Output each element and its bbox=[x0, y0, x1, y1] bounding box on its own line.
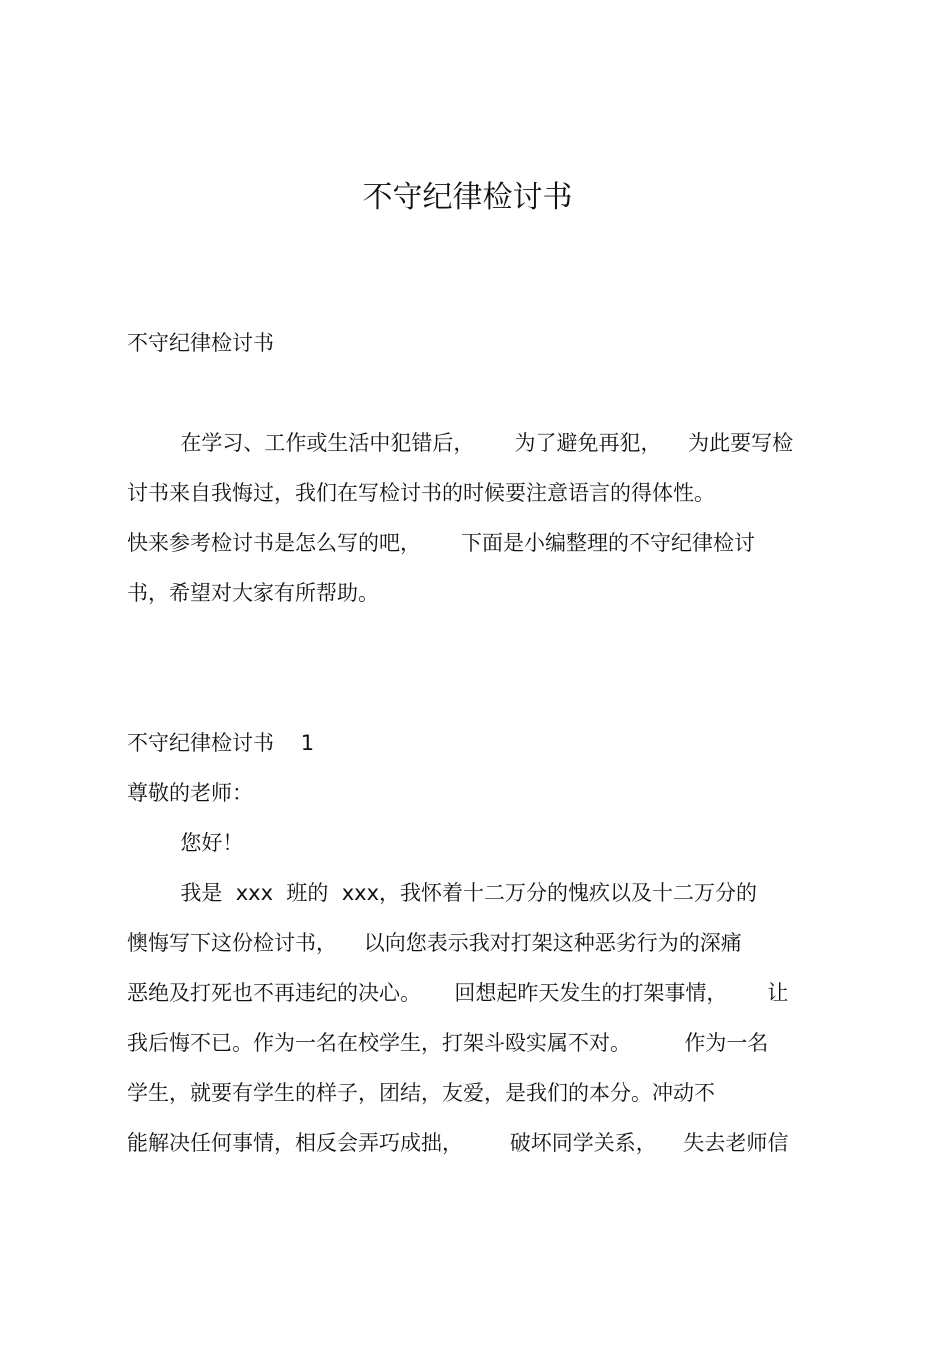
body-line: 我是 xxx 班的 xxx，我怀着十二万分的愧疚以及十二万分的 bbox=[127, 881, 758, 905]
document-subtitle: 不守纪律检讨书 bbox=[127, 331, 274, 355]
intro-line: 在学习、工作或生活中犯错后， 为了避免再犯， 为此要写检 bbox=[127, 431, 794, 455]
document-title: 不守纪律检讨书 bbox=[362, 180, 573, 215]
intro-line: 讨书来自我悔过，我们在写检讨书的时候要注意语言的得体性。 bbox=[127, 481, 715, 505]
greeting: 您好！ bbox=[127, 831, 244, 855]
section-heading: 不守纪律检讨书 1 bbox=[127, 731, 315, 755]
body-line: 能解决任何事情，相反会弄巧成拙， 破坏同学关系， 失去老师信 bbox=[127, 1131, 789, 1155]
intro-line: 快来参考检讨书是怎么写的吧， 下面是小编整理的不守纪律检讨 bbox=[127, 531, 756, 555]
body-line: 恶绝及打死也不再违纪的决心。 回想起昨天发生的打架事情， 让 bbox=[127, 981, 789, 1005]
salutation: 尊敬的老师： bbox=[127, 781, 253, 805]
body-line: 懊悔写下这份检讨书， 以向您表示我对打架这种恶劣行为的深痛 bbox=[127, 931, 742, 955]
body-line: 我后悔不已。作为一名在校学生，打架斗殴实属不对。 作为一名 bbox=[127, 1031, 769, 1055]
body-line: 学生，就要有学生的样子，团结，友爱，是我们的本分。冲动不 bbox=[127, 1081, 715, 1105]
intro-line: 书，希望对大家有所帮助。 bbox=[127, 581, 379, 605]
